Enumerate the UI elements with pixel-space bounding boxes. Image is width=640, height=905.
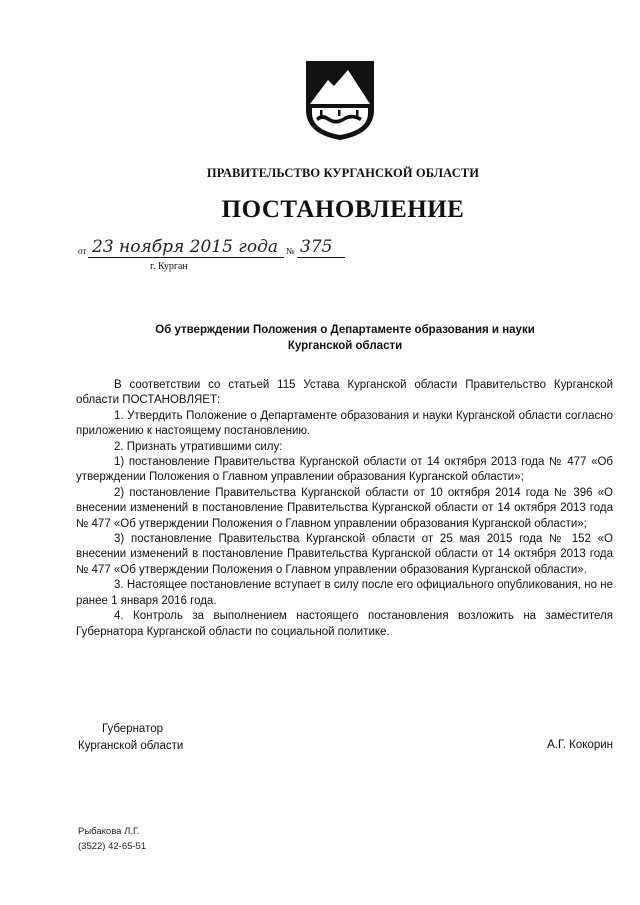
document-subject [110, 322, 580, 354]
subject-line-1: Об утверждении Положения о Департаменте образования и науки [155, 324, 535, 336]
paragraph-item-4: 4. Контроль за выполнением настоящего постановления возложить на заместителя Губернатора Курганской области по социальной политике. [76, 610, 613, 638]
handwritten-date: 23 ноября 2015 года [92, 237, 279, 257]
signatory-name: А.Г. Кокорин [547, 739, 613, 751]
paragraph-item-2: 2. Признать утратившими силу: [114, 440, 283, 453]
position-line-1: Губернатор [102, 723, 164, 735]
executor-name: Рыбакова Л.Г. [78, 826, 140, 837]
paragraph-subitem-3: 3) постановление Правительства Курганской области от 25 мая 2015 года № 152 «О внесении изменений в постановление Правительства Курганской области от 14 октября 2013 года № 477 «Об утверждении Положения о Главном управлении образования Курганской области». [76, 533, 613, 576]
position-line-2: Курганской области [78, 740, 184, 752]
paragraph-item-1: 1. Утвердить Положение о Департаменте образования и науки Курганской области согласно приложению к настоящему постановлению. [76, 409, 613, 438]
issue-city: г. Курган [150, 261, 188, 272]
document-type-title: ПОСТАНОВЛЕНИЕ [221, 196, 465, 223]
date-number-line [78, 236, 348, 260]
handwritten-number: 375 [300, 237, 333, 257]
executor-info [78, 824, 146, 854]
paragraph-subitem-1: 1) постановление Правительства Курганской области от 14 октября 2013 года № 477 «Об утверждении Положения о Главном управлении образования Курганской области»; [76, 456, 613, 484]
paragraph-preamble: В соответствии со статьей 115 Устава Курганской области Правительство Курганской области ПОСТАНОВЛЯЕТ: [76, 379, 613, 407]
kurgan-oblast-coat-of-arms [300, 58, 380, 142]
paragraph-item-3: 3. Настоящее постановление вступает в силу после его официального опубликования, но не ранее 1 января 2016 года. [76, 579, 613, 607]
date-underline [88, 257, 284, 258]
executor-phone: (3522) 42-65-51 [78, 841, 147, 852]
document-body [76, 378, 613, 640]
subject-line-2: Курганской области [287, 340, 403, 352]
number-sign: № [286, 246, 295, 256]
signatory-position [78, 721, 183, 755]
date-prefix: от [78, 246, 87, 256]
number-underline [297, 257, 345, 258]
government-title: ПРАВИТЕЛЬСТВО КУРГАНСКОЙ ОБЛАСТИ [206, 166, 480, 180]
paragraph-subitem-2: 2) постановление Правительства Курганской области от 10 октября 2014 года № 396 «О внесении изменений в постановление Правительства Курганской области от 14 октября 2013 года № 477 «Об утверждении Положения о Главном управлении образования Курганской области»; [76, 486, 613, 530]
